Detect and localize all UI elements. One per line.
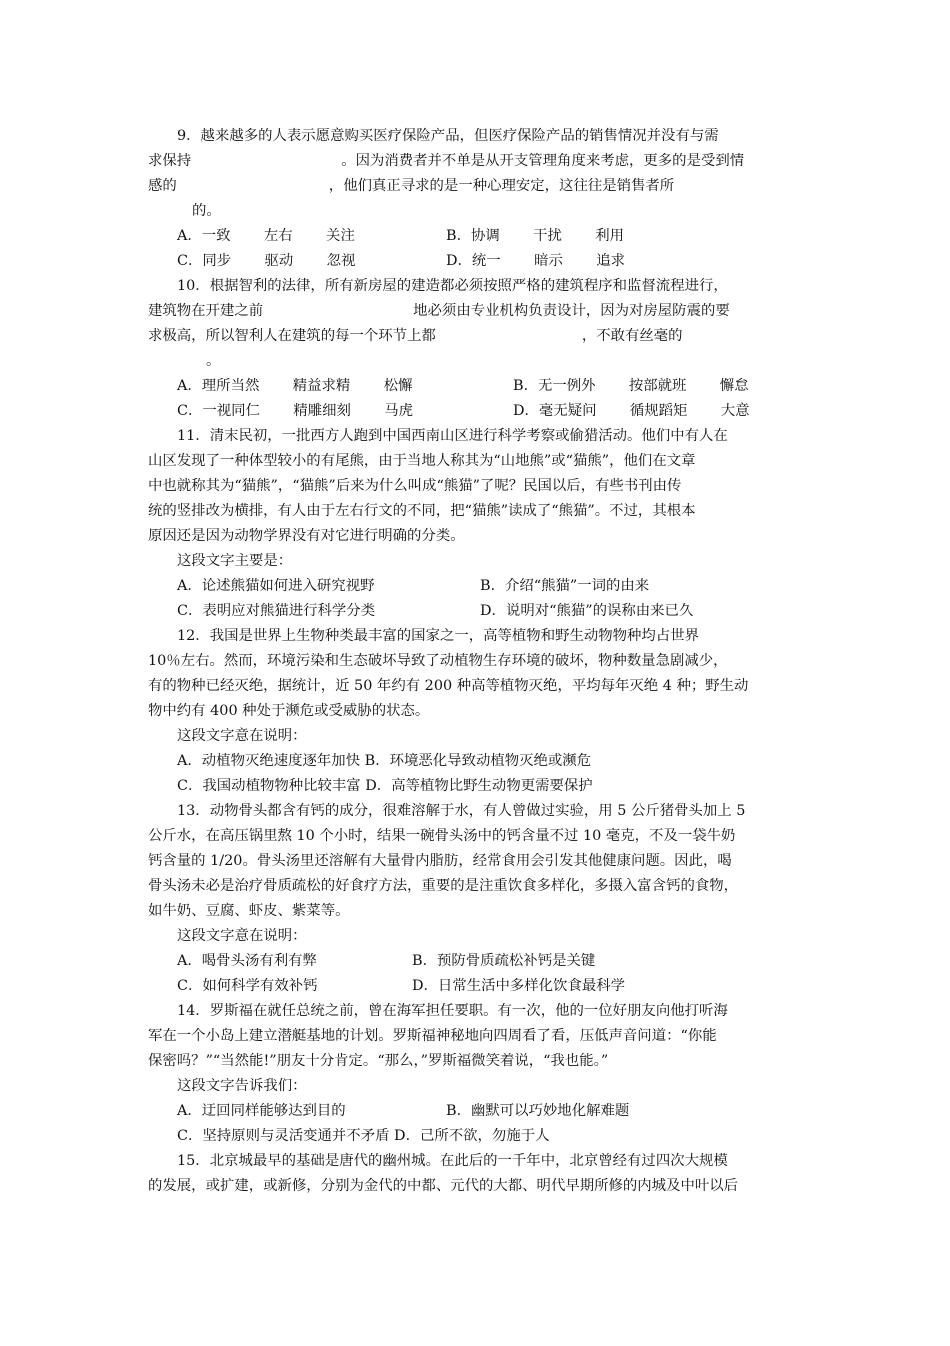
q9-line-4: 的。: [192, 203, 221, 219]
q12-line-1: 12．我国是世界上生物种类最丰富的国家之一，高等植物和野生动物物种均占世界: [177, 628, 699, 644]
q12-stem: 这段文字意在说明：: [177, 728, 307, 744]
q11-line-3: 中也就称其为“猫熊”，“猫熊”后来为什么叫成“熊猫”了呢？民国以后，有些书刊由传: [148, 478, 682, 494]
q13-line-3: 钙含量的 1/20。骨头汤里还溶解有大量骨内脂肪，经常食用会引发其他健康问题。因此，喝: [148, 853, 732, 869]
q9-option-d: D．统一 暗示 追求: [446, 253, 625, 269]
q15-line-2: 的发展，或扩建，或新修，分别为金代的中都、元代的大都、明代早期所修的内城及中叶以后: [148, 1178, 739, 1194]
q13-line-2: 公斤水，在高压锅里熬 10 个小时，结果一碗骨头汤中的钙含量不过 10 毫克，不及一袋牛奶: [148, 828, 736, 844]
q10-option-b: B．无一例外 按部就班 懈怠: [513, 378, 749, 394]
q14-line-2: 军在一个小岛上建立潜艇基地的计划。罗斯福神秘地向四周看了看，压低声音问道：“你能: [148, 1028, 717, 1044]
q10-line-3: [148, 324, 812, 349]
q13-option-c: C．如何科学有效补钙: [177, 978, 318, 994]
q11-line-4: 统的竖排改为横排，有人由于左右行文的不同，把“猫熊”读成了“熊猫”。不过，其根本: [148, 503, 696, 519]
q10-line-2: [148, 299, 812, 324]
q9-line-3: [148, 174, 812, 199]
q10-line-2-b: 地必须由专业机构负责设计，因为对房屋防震的要: [413, 303, 730, 319]
q13-line-4: 骨头汤未必是治疗骨质疏松的好食疗方法，重要的是注重饮食多样化，多摄入富含钙的食物，: [148, 878, 739, 894]
q11-option-b: B．介绍“熊猫”一词的由来: [480, 578, 650, 594]
q14-option-b: B．幽默可以巧妙地化解难题: [446, 1103, 630, 1119]
q13-line-1: 13．动物骨头都含有钙的成分，很难溶解于水，有人曾做过实验，用 5 公斤猪骨头加上 5: [177, 803, 746, 819]
q11-option-c: C．表明应对熊猫进行科学分类: [177, 603, 376, 619]
q11-stem: 这段文字主要是：: [177, 553, 293, 569]
q10-line-3-b: ，不敢有丝毫的: [581, 328, 683, 344]
q11-line-2: 山区发现了一种体型较小的有尾熊，由于当地人称其为“山地熊”或“猫熊”，他们在文章: [148, 453, 696, 469]
q10-line-4: 。: [206, 353, 221, 369]
q9-line-3-b: ，他们真正寻求的是一种心理安定，这往往是销售者所: [328, 178, 675, 194]
q15-line-1: 15．北京城最早的基础是唐代的幽州城。在此后的一千年中，北京曾经有过四次大规模: [177, 1153, 728, 1169]
q11-line-5: 原因还是因为动物学界没有对它进行明确的分类。: [148, 528, 465, 544]
q14-line-3: 保密吗？”“当然能!”朋友十分肯定。“那么，”罗斯福微笑着说，“我也能。”: [148, 1053, 609, 1069]
q12-line-3: 有的物种已经灭绝，据统计，近 50 年约有 200 种高等植物灭绝，平均每年灭绝 4 种；野生动: [148, 678, 749, 694]
q10-option-c: C．一视同仁 精雕细刻 马虎: [177, 403, 414, 419]
q10-line-2-a: 建筑物在开建之前: [148, 303, 264, 319]
q9-line-1: 9．越来越多的人表示愿意购买医疗保险产品，但医疗保险产品的销售情况并没有与需: [177, 128, 719, 144]
q10-line-3-a: 求极高，所以智利人在建筑的每一个环节上都: [148, 328, 436, 344]
q14-option-a: A．迂回同样能够达到目的: [177, 1103, 346, 1119]
q11-line-1: 11．清末民初，一批西方人跑到中国西南山区进行科学考察或偷猎活动。他们中有人在: [177, 428, 728, 444]
q9-line-2-b: 。因为消费者并不单是从开支管理角度来考虑，更多的是受到情: [341, 153, 745, 169]
q9-option-c: C．同步 驱动 忽视: [177, 253, 356, 269]
q14-line-1: 14．罗斯福在就任总统之前，曾在海军担任要职。有一次，他的一位好朋友向他打听海: [177, 1003, 728, 1019]
q9-option-a: A．一致 左右 关注: [177, 228, 355, 244]
q12-options-cd: C．我国动植物物种比较丰富 D．高等植物比野生动物更需要保护: [177, 778, 593, 794]
q9-option-b: B．协调 干扰 利用: [446, 228, 625, 244]
q13-line-5: 如牛奶、豆腐、虾皮、紫菜等。: [148, 903, 350, 919]
q10-line-1: 10．根据智利的法律，所有新房屋的建造都必须按照严格的建筑程序和监督流程进行，: [177, 278, 728, 294]
q14-stem: 这段文字告诉我们：: [177, 1078, 307, 1094]
q12-line-4: 物中约有 400 种处于濒危或受威胁的状态。: [148, 703, 430, 719]
q9-line-2-a: 求保持: [148, 153, 192, 169]
q11-option-d: D．说明对“熊猫”的误称由来已久: [480, 603, 694, 619]
q11-option-a: A．论述熊猫如何进入研究视野: [177, 578, 375, 594]
q12-line-2: 10％左右。然而，环境污染和生态破坏导致了动植物生存环境的破坏，物种数量急剧减少，: [148, 653, 728, 669]
q13-stem: 这段文字意在说明：: [177, 928, 307, 944]
q10-option-a: A．理所当然 精益求精 松懈: [177, 378, 413, 394]
q13-option-b: B．预防骨质疏松补钙是关键: [412, 953, 596, 969]
q9-line-3-a: 感的: [148, 178, 177, 194]
q14-options-cd: C．坚持原则与灵活变通并不矛盾 D．己所不欲，勿施于人: [177, 1128, 550, 1144]
q12-options-ab: A．动植物灭绝速度逐年加快 B．环境恶化导致动植物灭绝或濒危: [177, 753, 592, 769]
q13-option-d: D．日常生活中多样化饮食最科学: [412, 978, 626, 994]
q10-option-d: D．毫无疑问 循规蹈矩 大意: [513, 403, 750, 419]
q9-line-2: [148, 149, 812, 174]
q13-option-a: A．喝骨头汤有利有弊: [177, 953, 317, 969]
